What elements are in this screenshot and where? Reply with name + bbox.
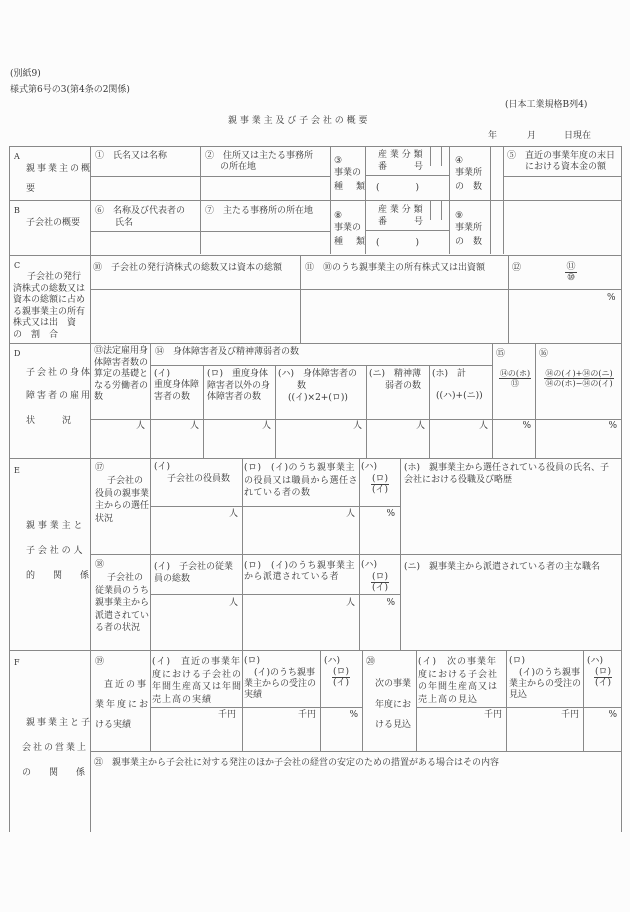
field-17-inputs[interactable] [151,507,399,553]
field-6-label-2: 氏名 [115,218,134,228]
section-b-blank-cell[interactable] [504,201,620,254]
field-7-label: ⑦ 主たる事務所の所在地 [205,206,314,216]
field-18-ha-label: (ハ) [361,560,378,570]
attachment-label: (別紙9) [10,69,41,79]
field-6-input[interactable] [91,232,199,254]
divider [441,200,442,220]
field-17-ha-label: (ハ) [361,462,378,472]
section-e-label-3: 的 関 係 [26,571,90,581]
ratio-denominator: (イ) [332,678,350,689]
divider [90,554,622,555]
industry-paren[interactable]: ( ) [376,183,420,193]
field-4-num: ④ [455,156,464,166]
unit-percent: % [349,710,358,720]
field-20-i-label: (イ) 次の事業年度における子会社の年間生産高又は売上高の見込 [418,657,499,705]
field-7-input[interactable] [201,232,329,254]
section-f-label: 親事業主と子 [26,718,93,728]
ratio-numerator: ⑭の(イ)+⑭の(ニ) [545,369,613,378]
field-19-ha-ratio [322,667,360,689]
section-e-label: 親 事 業 主 と [26,521,83,531]
field-14-ha-label: (ハ) 身体障害者の [278,369,358,379]
field-20-inputs[interactable] [417,708,620,750]
unit-person: 人 [352,421,362,431]
field-18-ni-label: (ニ) 親事業主から派遣されている者の主な職名 [404,562,601,572]
section-f-label-2: 会社の営業上 [22,743,89,753]
field-2-label-2: の所在地 [220,162,257,172]
field-20-ro-label: (ロ) [509,656,526,666]
field-14-ho-formula: ((ハ)+(ニ)) [436,391,483,401]
field-20-num: ⑳ [366,657,376,667]
field-9-label-2: の 数 [455,237,483,247]
ratio-numerator: (ロ) [594,667,612,677]
ratio-numerator: ⑪ [566,262,576,272]
field-8-label-2: 種 類 [334,237,368,247]
field-17-label: 子会社の役員の親事業主からの選任状況 [95,476,150,524]
ratio-numerator: (ロ) [371,474,389,484]
field-3-num: ③ [334,156,343,166]
field-20-label: 次の事業 [375,679,412,689]
form-number: 様式第6号の3(第4条の2関係) [10,85,130,95]
percent-unit: % [607,293,616,303]
table-right-border [621,146,622,832]
unit-person: 人 [478,421,488,431]
industry-class-label: 産 業 分 類 [378,150,423,160]
section-e-letter: E [14,466,20,475]
section-b-letter: B [14,206,20,215]
field-4-label: 事業所 [455,168,483,178]
divider [430,146,431,166]
industry-paren[interactable]: ( ) [376,238,420,248]
divider [150,365,492,366]
field-16-num: ⑯ [539,349,549,359]
field-11-label: ⑪ ⑩のうち親事業主の所有株式又は出資額 [305,263,486,273]
table-left-border [9,146,10,832]
industry-class-label: 産 業 分 類 [378,205,423,215]
ratio-denominator: (イ) [371,485,389,496]
field-19-label-3: ける実績 [95,720,132,730]
section-f-letter: F [14,658,20,667]
field-16-ratio [536,369,622,388]
field-5-input[interactable] [504,177,620,199]
page-title: 親 事 業 主 及 び 子 会 社 の 概 要 [228,116,368,126]
field-5-label: ⑤ 直近の事業年度の末日 [507,151,616,161]
unit-person: 人 [228,598,238,608]
divider [9,458,622,459]
field-3-label: 事業の [334,168,362,178]
unit-thousand-yen: 千円 [297,710,316,720]
unit-percent: % [608,710,617,720]
field-14-label: ⑭ 身体障害者及び精神薄弱者の数 [155,347,300,357]
field-12-input[interactable] [509,290,620,342]
section-a-letter: A [14,152,20,161]
field-13-label: ⑬法定雇用身体障害者数の算定の基礎となる労働者の数 [94,346,149,402]
unit-person: 人 [345,509,355,519]
field-18-i-label: (イ) 子会社の従業員の総数 [154,562,234,584]
field-19-label-2: 業年度にお [95,700,151,710]
field-17-num: ⑰ [95,463,105,473]
field-14-ro-label: (ロ) 重度身体障害者以外の身体障害者の数 [207,369,271,402]
divider [9,650,622,651]
field-19-inputs[interactable] [151,708,361,750]
field-20-label-3: ける見込 [375,720,412,730]
section-d-label-3: 状 況 [26,416,72,426]
field-14-ha-formula: ((イ)×2+(ロ)) [288,393,348,403]
ratio-denominator: ⑩ [566,273,576,284]
date-year: 年 [488,131,498,141]
unit-person: 人 [415,421,425,431]
field-9-num: ⑨ [455,211,464,221]
section-c-label: 子会社の発行済株式の総数又は資本の総額に占める親事業主の所有株式又は出 資 の 割 合 [13,272,86,340]
field-10-input[interactable] [91,290,299,342]
section-b-label: 子会社の概要 [26,218,81,228]
unit-percent: % [608,421,617,431]
field-4-label-2: の 数 [455,182,483,192]
field-17-i-label: (イ) [154,462,171,472]
field-8-label: 事業の [334,223,362,233]
field-19-ro-label-2: (イ)のうち親事業主からの受注の実績 [244,668,317,700]
field-9-label: 事業所 [455,223,483,233]
field-14-i-label: (イ) [154,369,171,379]
field-5-label-2: における資本金の額 [525,162,607,172]
section-d-letter: D [14,349,21,358]
ratio-denominator: ⑬ [511,379,519,389]
field-19-num: ⑲ [95,657,105,667]
divider [441,146,442,166]
field-11-input[interactable] [301,290,507,342]
unit-person: 人 [261,421,271,431]
section-d-label: 子会社の身体 [26,368,93,378]
divider [365,175,449,176]
field-17-ho-label: (ホ) 親事業主から選任されている役員の氏名、子会社における役職及び略歴 [404,463,610,485]
ratio-numerator: (ロ) [332,667,350,677]
field-20-ha-label: (ハ) [587,656,604,666]
field-3-label-2: 種 類 [334,182,368,192]
field-1-input[interactable] [91,177,199,199]
unit-person: 人 [135,421,145,431]
field-17-ho-input[interactable] [401,490,620,553]
section-d-label-2: 障害者の雇用 [26,391,93,401]
section-d-inputs-row[interactable] [91,420,621,457]
date-month: 月 [527,131,537,141]
field-18-ni-input[interactable] [401,580,620,649]
field-18-ro-label: (ロ) (イ)のうち親事業主から派遣されている者 [244,561,356,582]
unit-thousand-yen: 千円 [560,710,579,720]
industry-number-label: 番 号 [378,217,424,227]
section-c-letter: C [14,261,21,270]
section-a-label-2: 要 [26,184,36,194]
field-17-ha-ratio [362,474,398,496]
field-18-num: ⑱ [95,560,105,570]
field-21-label: ㉑ 親事業主から子会社に対する発注のほか子会社の経営の安定のための措置がある場合はその内容 [94,758,500,768]
divider [9,343,622,344]
unit-thousand-yen: 千円 [217,710,236,720]
ratio-denominator: (イ) [594,678,612,689]
field-15-num: ⑮ [496,349,506,359]
date-day: 日現在 [564,131,592,141]
field-19-i-label: (イ) 直近の事業年度における子会社の年間生産高又は年間売上高の実績 [152,657,243,705]
field-2-label: ② 住所又は主たる事務所 [205,151,314,161]
field-17-i-label-2: 子会社の役員数 [167,474,231,484]
unit-percent: % [386,598,395,608]
ratio-denominator: (イ) [371,583,389,594]
field-19-ro-label: (ロ) [244,656,261,666]
unit-percent: % [386,509,395,519]
field-14-ni-label: (ニ) 精神薄 [369,369,422,379]
field-20-label-2: 年度にお [375,700,412,710]
field-17-ro-label: (ロ) (イ)のうち親事業主の役員又は職員から選任されている者の数 [244,463,359,498]
divider [362,650,363,751]
ratio-denominator: ⑭の(ホ)−⑭の(イ) [545,379,613,389]
industry-number-label: 番 号 [378,162,424,172]
field-21-input[interactable] [91,772,620,832]
section-a-label: 親事業主の概 [26,164,93,174]
unit-percent: % [522,421,531,431]
table-top-border [9,146,622,147]
divider [9,255,622,256]
field-2-input[interactable] [201,177,329,199]
field-12-ratio [556,262,586,284]
field-14-i-label-2: 重度身体障害者の数 [154,380,200,402]
field-1-label: ① 氏名又は名称 [95,151,168,161]
divider [365,230,449,231]
divider [90,751,622,752]
paper-size-note: (日本工業規格B列4) [505,100,588,110]
field-8-num: ⑧ [334,211,343,221]
divider [430,200,431,220]
field-10-label: ⑩ 子会社の発行済株式の総数又は資本の総額 [93,263,283,273]
ratio-numerator: (ロ) [371,572,389,582]
unit-person: 人 [345,598,355,608]
unit-person: 人 [228,509,238,519]
field-4-input[interactable] [491,147,502,199]
field-15-ratio [494,369,536,388]
field-19-ha-label: (ハ) [324,656,341,666]
unit-person: 人 [189,421,199,431]
field-18-label: 子会社の従業員のうち親事業主から派遣されている者の状況 [95,573,150,633]
section-e-label-2: 子 会 社 の 人 [26,546,83,556]
field-18-inputs[interactable] [151,595,399,649]
field-20-ro-label-2: (イ)のうち親事業主からの受注の見込 [509,668,582,700]
field-14-ni-label-2: 弱者の数 [385,381,422,391]
field-6-label: ⑥ 名称及び代表者の [95,206,186,216]
field-19-label: 直近の事 [104,680,149,690]
field-14-ha-label-2: 数 [297,381,307,391]
section-f-label-3: の 関 係 [22,768,86,778]
ratio-numerator: ⑭の(ホ) [499,369,531,378]
unit-thousand-yen: 千円 [483,710,502,720]
field-12-num: ⑫ [512,263,522,273]
field-14-ho-label: (ホ) 計 [432,369,467,379]
field-18-ha-ratio [362,572,398,594]
field-20-ha-ratio [585,667,621,689]
